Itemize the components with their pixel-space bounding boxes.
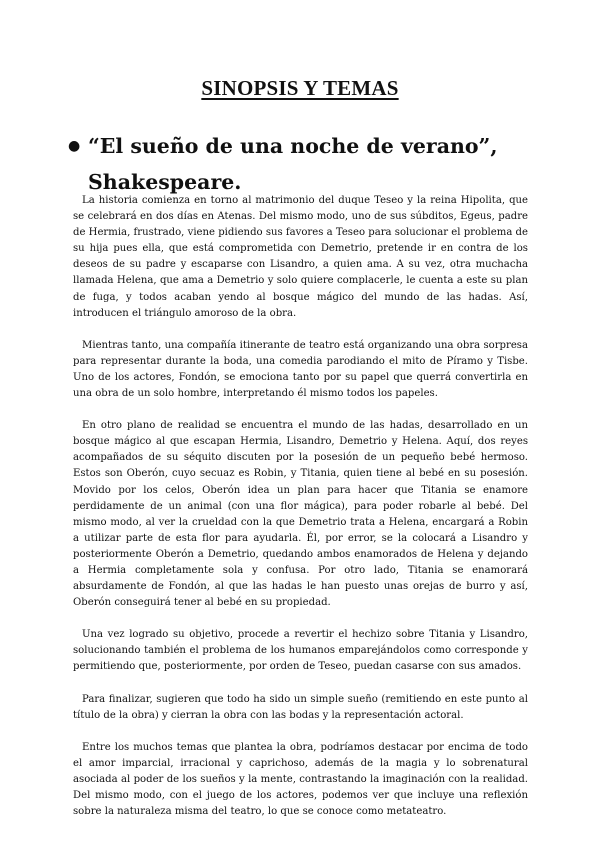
paragraph-ending: Para finalizar, sugieren que todo ha sido un simple sueño (remitiendo en este punto al título de la obra) y cierran la obra con las bodas y la representación actoral.	[73, 693, 528, 721]
paragraph-themes: Entre los muchos temas que plantea la obra, podríamos destacar por encima de todo el amor imparcial, irracional y caprichoso, además de la magia y lo sobrenatural asociada al poder de los sueños y la mente, contrastando la imaginación con la realidad. Del mismo modo, con el juego de los actores, podemos ver que incluye una reflexión sobre la naturaleza misma del teatro, lo que se conoce como metateatro.	[73, 741, 528, 818]
paragraph-plot-intro: La historia comienza en torno al matrimonio del duque Teseo y la reina Hipolita, que se celebrará en dos días en Atenas. Del mismo modo, uno de sus súbditos, Egeus, padre de Hermia, frustrado, viene pidiendo sus favores a Teseo para solucionar el problema de su hija pues ella, que está comprometida con Demetrio, pretende ir en contra de los deseos de su padre y escaparse con Lisandro, a quien ama. A su vez, otra muchacha llamada Helena, que ama a Demetrio y solo quiere complacerle, le cuenta a este su plan de fuga, y todos acaban yendo al bosque mágico del mundo de las hadas. Así, introducen el triángulo amoroso de la obra.	[73, 195, 528, 319]
bullet-icon: ●	[68, 138, 81, 154]
paragraph-theater-company: Mientras tanto, una compañía itinerante de teatro está organizando una obra sorpresa para representar durante la boda, una comedia parodiando el mito de Píramo y Tisbe. Uno de los actores, Fondón, se emociona tanto por su papel que querrá convertirla en una obra de un solo hombre, interpretando él mismo todos los papeles.	[73, 339, 528, 400]
section-heading	[68, 128, 518, 200]
paragraph-resolution: Una vez logrado su objetivo, procede a revertir el hechizo sobre Titania y Lisandro, solucionando también el problema de los humanos emparejándolos como corresponde y permitiendo que, posteriormente, por orden de Teseo, puedan casarse con sus amados.	[73, 629, 528, 673]
paragraph-fairy-world: En otro plano de realidad se encuentra el mundo de las hadas, desarrollado en un bosque mágico al que escapan Hermia, Lisandro, Demetrio y Helena. Aquí, dos reyes acompañados de su séquito discuten por la posesión de un pequeño bebé hermoso. Estos son Oberón, cuyo secuaz es Robin, y Titania, quien tiene al bebé en su posesión. Movido por los celos, Oberón idea un plan para hacer que Titania se enamore perdidamente de un animal (con una flor mágica), para poder robarle al bebé. Del mismo modo, al ver la crueldad con la que Demetrio trata a Helena, encargará a Robin a utilizar parte de esta flor para ayudarla. Él, por error, se la colocará a Lisandro y posteriormente Oberón a Demetrio, quedando ambos enamorados de Helena y dejando a Hermia completamente sola y confusa. Por otro lado, Titania se enamorará absurdamente de Fondón, al que las hadas le han puesto unas orejas de burro y así, Oberón conseguirá tener al bebé en su propiedad.	[73, 420, 528, 609]
page-title: SINOPSIS Y TEMAS	[201, 76, 399, 100]
section-heading-text: “El sueño de una noche de verano”, Shakespeare.	[88, 134, 498, 194]
document-body	[73, 193, 528, 820]
